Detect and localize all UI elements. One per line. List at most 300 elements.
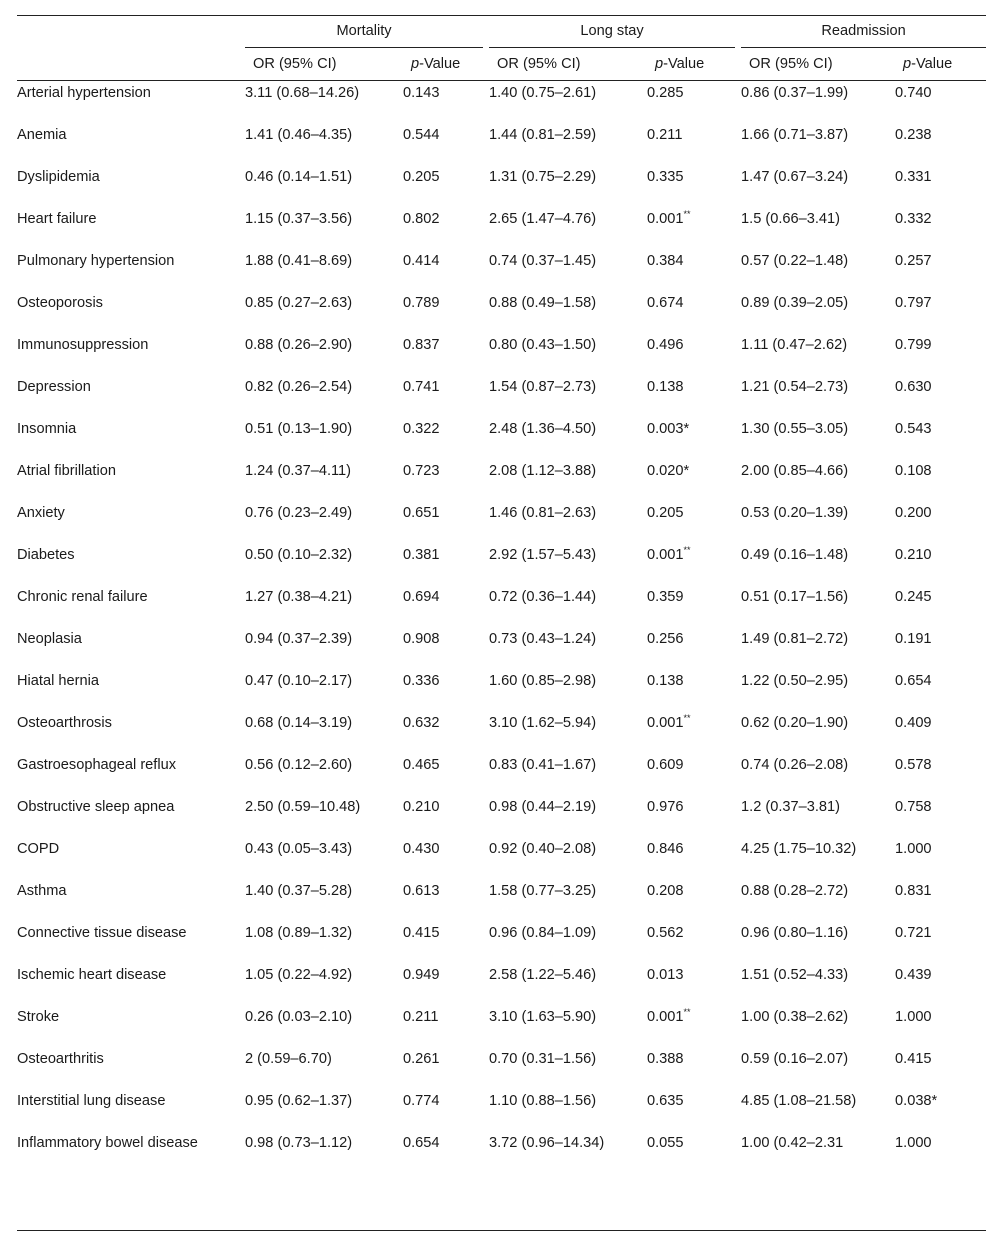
long-stay-p-value-text: 0.205: [647, 505, 684, 521]
row-label-text: Pulmonary hypertension: [17, 253, 175, 269]
readmission-p-value-text: 0.543: [895, 421, 932, 437]
row-label: [17, 755, 245, 797]
mortality-or-text: 2 (0.59–6.70): [245, 1051, 332, 1067]
mortality-or: [245, 797, 403, 839]
table-row: [17, 293, 986, 335]
mortality-p-value: [403, 419, 483, 461]
row-label-text: Chronic renal failure: [17, 589, 148, 605]
long-stay-p-value: [647, 167, 735, 209]
row-label: [17, 629, 245, 671]
row-label-text: Anxiety: [17, 505, 65, 521]
mortality-p-value-text: 0.949: [403, 967, 440, 983]
mortality-or: [245, 923, 403, 965]
readmission-or-text: 1.5 (0.66–3.41): [741, 211, 841, 227]
row-label-text: Heart failure: [17, 211, 97, 227]
readmission-or: [741, 1133, 895, 1175]
mortality-or: [245, 839, 403, 881]
mortality-or: [245, 1133, 403, 1175]
long-stay-or: [489, 587, 647, 629]
long-stay-p-value-text: 0.138: [647, 379, 684, 395]
readmission-or-text: 0.96 (0.80–1.16): [741, 925, 849, 941]
readmission-p-value-text: 0.721: [895, 925, 932, 941]
readmission-or: [741, 1091, 895, 1133]
long-stay-p-value: [647, 461, 735, 503]
long-stay-or: [489, 167, 647, 209]
readmission-p-value: [895, 377, 986, 419]
long-stay-or: [489, 335, 647, 377]
row-label: [17, 1091, 245, 1133]
group-header-mortality: Mortality: [245, 15, 483, 48]
long-stay-p-value: [647, 881, 735, 923]
long-stay-or-text: 3.72 (0.96–14.34): [489, 1135, 605, 1151]
row-label: [17, 461, 245, 503]
row-label: [17, 419, 245, 461]
readmission-p-value: [895, 671, 986, 713]
mortality-p-value: [403, 125, 483, 167]
long-stay-p-value-text: 0.388: [647, 1051, 684, 1067]
mortality-p-value-text: 0.651: [403, 505, 440, 521]
table-row: [17, 545, 986, 587]
readmission-p-value: [895, 167, 986, 209]
mortality-p-value: [403, 755, 483, 797]
row-label: [17, 923, 245, 965]
mortality-or: [245, 167, 403, 209]
row-label-text: Gastroesophageal reflux: [17, 757, 177, 773]
long-stay-p-value-text: 0.211: [647, 127, 683, 143]
long-stay-p-value-text: 0.055: [647, 1135, 684, 1151]
mortality-or-text: 3.11 (0.68–14.26): [245, 85, 360, 101]
mortality-p-value: [403, 1091, 483, 1133]
long-stay-or: [489, 755, 647, 797]
long-stay-p-value-text: 0.138: [647, 673, 684, 689]
readmission-p-value-text: 0.758: [895, 799, 932, 815]
significance-marker: **: [683, 545, 691, 555]
long-stay-or-text: 0.80 (0.43–1.50): [489, 337, 597, 353]
mortality-p-value-text: 0.210: [403, 799, 440, 815]
mortality-or: [245, 1091, 403, 1133]
mortality-or-text: 1.88 (0.41–8.69): [245, 253, 353, 269]
row-label-text: Stroke: [17, 1009, 60, 1025]
readmission-p-value: [895, 293, 986, 335]
row-label: [17, 797, 245, 839]
readmission-p-value: [895, 209, 986, 251]
readmission-p-value-text: 0.578: [895, 757, 932, 773]
mortality-p-value: [403, 1049, 483, 1091]
row-label: [17, 671, 245, 713]
long-stay-p-value-text: 0.674: [647, 295, 684, 311]
readmission-or-text: 0.86 (0.37–1.99): [741, 85, 849, 101]
mortality-p-value-text: 0.261: [403, 1051, 440, 1067]
group-header-long-stay: Long stay: [489, 15, 735, 48]
mortality-p-value-text: 0.908: [403, 631, 440, 647]
mortality-or: [245, 503, 403, 545]
row-label-text: Immunosuppression: [17, 337, 149, 353]
row-label-text: Obstructive sleep apnea: [17, 799, 175, 815]
mortality-or: [245, 377, 403, 419]
row-label-text: Insomnia: [17, 421, 77, 437]
long-stay-or-text: 1.31 (0.75–2.29): [489, 169, 597, 185]
long-stay-or-text: 1.44 (0.81–2.59): [489, 127, 597, 143]
mortality-p-value-text: 0.211: [403, 1009, 439, 1025]
readmission-p-value-text: 0.799: [895, 337, 932, 353]
mortality-or: [245, 881, 403, 923]
readmission-or-text: 1.00 (0.38–2.62): [741, 1009, 849, 1025]
mortality-or-text: 0.68 (0.14–3.19): [245, 715, 353, 731]
row-label: [17, 839, 245, 881]
significance-marker: **: [683, 713, 691, 723]
long-stay-p-value-text: 0.003*: [647, 421, 690, 437]
long-stay-or: [489, 503, 647, 545]
readmission-or-text: 1.00 (0.42–2.31: [741, 1135, 844, 1151]
table-row: [17, 167, 986, 209]
readmission-p-value: [895, 713, 986, 755]
mortality-p-value-text: 0.741: [403, 379, 440, 395]
mortality-or-text: 0.95 (0.62–1.37): [245, 1093, 353, 1109]
mortality-p-value: [403, 1007, 483, 1049]
readmission-or-text: 4.85 (1.08–21.58): [741, 1093, 857, 1109]
mortality-p-value: [403, 713, 483, 755]
row-label-text: Connective tissue disease: [17, 925, 187, 941]
readmission-p-value-text: 0.409: [895, 715, 932, 731]
readmission-p-value-text: 0.191: [895, 631, 932, 647]
table-row: [17, 839, 986, 881]
readmission-p-value: [895, 1049, 986, 1091]
readmission-p-value: [895, 1007, 986, 1049]
table-body: [17, 81, 986, 1176]
table-row: [17, 1049, 986, 1091]
mortality-p-value-text: 0.465: [403, 757, 440, 773]
long-stay-p-value: [647, 629, 735, 671]
long-stay-p-value-text: 0.001: [647, 547, 684, 563]
mortality-or-text: 0.85 (0.27–2.63): [245, 295, 353, 311]
mortality-p-value: [403, 377, 483, 419]
row-label: [17, 209, 245, 251]
long-stay-p-value: [647, 81, 735, 126]
mortality-or: [245, 587, 403, 629]
table-row: [17, 1133, 986, 1175]
long-stay-or: [489, 545, 647, 587]
readmission-or: [741, 671, 895, 713]
long-stay-p-value: [647, 713, 735, 755]
readmission-or-text: 1.22 (0.50–2.95): [741, 673, 849, 689]
readmission-p-value-text: 0.257: [895, 253, 932, 269]
mortality-or-text: 1.27 (0.38–4.21): [245, 589, 353, 605]
row-label: [17, 587, 245, 629]
readmission-p-value: [895, 1133, 986, 1175]
long-stay-p-value: [647, 755, 735, 797]
long-stay-p-value: [647, 671, 735, 713]
p-rest: -Value: [663, 55, 705, 72]
readmission-p-value: [895, 251, 986, 293]
readmission-or: [741, 251, 895, 293]
col-header-p-value: [647, 48, 735, 81]
table-bottom-rule: [17, 1230, 986, 1231]
readmission-p-value-text: 0.245: [895, 589, 932, 605]
readmission-p-value: [895, 1091, 986, 1133]
col-header-or: OR (95% CI): [245, 48, 403, 81]
mortality-or-text: 0.43 (0.05–3.43): [245, 841, 353, 857]
readmission-or-text: 1.21 (0.54–2.73): [741, 379, 849, 395]
mortality-or: [245, 335, 403, 377]
readmission-or: [741, 587, 895, 629]
readmission-or: [741, 965, 895, 1007]
readmission-or-text: 1.30 (0.55–3.05): [741, 421, 849, 437]
readmission-p-value-text: 0.740: [895, 85, 932, 101]
long-stay-or: [489, 1133, 647, 1175]
long-stay-p-value-text: 0.384: [647, 253, 684, 269]
long-stay-or-text: 2.08 (1.12–3.88): [489, 463, 597, 479]
mortality-p-value-text: 0.415: [403, 925, 440, 941]
mortality-or: [245, 1049, 403, 1091]
readmission-p-value-text: 1.000: [895, 841, 932, 857]
long-stay-or-text: 0.70 (0.31–1.56): [489, 1051, 597, 1067]
long-stay-p-value-text: 0.846: [647, 841, 684, 857]
long-stay-p-value: [647, 419, 735, 461]
long-stay-or-text: 3.10 (1.62–5.94): [489, 715, 597, 731]
long-stay-p-value: [647, 125, 735, 167]
mortality-p-value-text: 0.654: [403, 1135, 440, 1151]
long-stay-or-text: 3.10 (1.63–5.90): [489, 1009, 597, 1025]
long-stay-or-text: 1.10 (0.88–1.56): [489, 1093, 597, 1109]
readmission-or-text: 0.49 (0.16–1.48): [741, 547, 849, 563]
table-row: [17, 125, 986, 167]
long-stay-p-value-text: 0.001: [647, 211, 684, 227]
row-label-text: Depression: [17, 379, 91, 395]
long-stay-p-value: [647, 1007, 735, 1049]
row-label: [17, 1007, 245, 1049]
mortality-p-value: [403, 671, 483, 713]
mortality-p-value: [403, 881, 483, 923]
mortality-p-value-text: 0.802: [403, 211, 440, 227]
readmission-or-text: 0.89 (0.39–2.05): [741, 295, 849, 311]
readmission-or: [741, 923, 895, 965]
header-empty: [17, 15, 245, 48]
mortality-or-text: 2.50 (0.59–10.48): [245, 799, 361, 815]
long-stay-p-value-text: 0.359: [647, 589, 684, 605]
row-label: [17, 335, 245, 377]
row-label: [17, 713, 245, 755]
row-label: [17, 881, 245, 923]
long-stay-or-text: 1.54 (0.87–2.73): [489, 379, 597, 395]
mortality-or-text: 0.82 (0.26–2.54): [245, 379, 353, 395]
significance-marker: **: [683, 209, 691, 219]
readmission-or: [741, 503, 895, 545]
row-label-text: COPD: [17, 841, 60, 857]
long-stay-p-value: [647, 293, 735, 335]
mortality-p-value: [403, 839, 483, 881]
readmission-p-value: [895, 629, 986, 671]
long-stay-p-value-text: 0.335: [647, 169, 684, 185]
table-row: [17, 755, 986, 797]
long-stay-or-text: 0.83 (0.41–1.67): [489, 757, 597, 773]
mortality-p-value: [403, 587, 483, 629]
long-stay-or-text: 2.48 (1.36–4.50): [489, 421, 597, 437]
readmission-or: [741, 335, 895, 377]
readmission-or: [741, 797, 895, 839]
long-stay-or: [489, 293, 647, 335]
mortality-or: [245, 209, 403, 251]
long-stay-or-text: 2.58 (1.22–5.46): [489, 967, 597, 983]
row-label-text: Osteoarthritis: [17, 1051, 104, 1067]
mortality-or-text: 0.46 (0.14–1.51): [245, 169, 353, 185]
readmission-or: [741, 81, 895, 126]
row-label-text: Dyslipidemia: [17, 169, 100, 185]
readmission-p-value-text: 0.831: [895, 883, 932, 899]
mortality-p-value-text: 0.544: [403, 127, 440, 143]
long-stay-or: [489, 923, 647, 965]
col-header-p-value: [895, 48, 986, 81]
row-label: [17, 377, 245, 419]
readmission-or: [741, 293, 895, 335]
mortality-or-text: 1.05 (0.22–4.92): [245, 967, 353, 983]
readmission-p-value: [895, 461, 986, 503]
long-stay-or: [489, 965, 647, 1007]
long-stay-or: [489, 1049, 647, 1091]
row-label: [17, 1049, 245, 1091]
readmission-p-value: [895, 797, 986, 839]
readmission-or: [741, 461, 895, 503]
mortality-p-value: [403, 545, 483, 587]
long-stay-p-value-text: 0.001: [647, 1009, 684, 1025]
long-stay-or: [489, 839, 647, 881]
long-stay-or-text: 0.74 (0.37–1.45): [489, 253, 597, 269]
readmission-p-value-text: 0.630: [895, 379, 932, 395]
mortality-or: [245, 251, 403, 293]
long-stay-or: [489, 1007, 647, 1049]
mortality-or-text: 0.76 (0.23–2.49): [245, 505, 353, 521]
mortality-or: [245, 965, 403, 1007]
long-stay-or: [489, 125, 647, 167]
mortality-p-value: [403, 461, 483, 503]
mortality-p-value-text: 0.336: [403, 673, 440, 689]
col-header-p-value: [403, 48, 483, 81]
long-stay-p-value: [647, 545, 735, 587]
readmission-or-text: 0.57 (0.22–1.48): [741, 253, 849, 269]
mortality-or-text: 1.41 (0.46–4.35): [245, 127, 353, 143]
readmission-or: [741, 545, 895, 587]
readmission-or: [741, 209, 895, 251]
mortality-or: [245, 81, 403, 126]
readmission-or-text: 4.25 (1.75–10.32): [741, 841, 857, 857]
mortality-or-text: 0.56 (0.12–2.60): [245, 757, 353, 773]
mortality-or-text: 1.08 (0.89–1.32): [245, 925, 353, 941]
long-stay-p-value: [647, 965, 735, 1007]
readmission-p-value: [895, 125, 986, 167]
mortality-or: [245, 755, 403, 797]
readmission-p-value-text: 0.210: [895, 547, 932, 563]
mortality-p-value: [403, 293, 483, 335]
long-stay-or: [489, 881, 647, 923]
row-label: [17, 1133, 245, 1175]
readmission-p-value-text: 0.439: [895, 967, 932, 983]
readmission-or-text: 1.66 (0.71–3.87): [741, 127, 849, 143]
readmission-or: [741, 755, 895, 797]
long-stay-p-value-text: 0.001: [647, 715, 684, 731]
readmission-p-value: [895, 587, 986, 629]
table-row: [17, 377, 986, 419]
mortality-or: [245, 545, 403, 587]
readmission-p-value-text: 0.654: [895, 673, 932, 689]
row-label: [17, 545, 245, 587]
mortality-or: [245, 419, 403, 461]
row-label-text: Asthma: [17, 883, 67, 899]
mortality-p-value-text: 0.789: [403, 295, 440, 311]
mortality-p-value-text: 0.414: [403, 253, 440, 269]
col-header-or: OR (95% CI): [741, 48, 895, 81]
long-stay-p-value: [647, 335, 735, 377]
long-stay-p-value-text: 0.256: [647, 631, 684, 647]
long-stay-or-text: 1.40 (0.75–2.61): [489, 85, 597, 101]
table-row: [17, 1007, 986, 1049]
row-label: [17, 81, 245, 126]
readmission-or-text: 0.59 (0.16–2.07): [741, 1051, 849, 1067]
sub-header-empty: [17, 48, 245, 81]
long-stay-p-value-text: 0.976: [647, 799, 684, 815]
mortality-or: [245, 1007, 403, 1049]
readmission-p-value-text: 0.108: [895, 463, 932, 479]
long-stay-p-value: [647, 1133, 735, 1175]
mortality-or-text: 0.51 (0.13–1.90): [245, 421, 353, 437]
readmission-p-value: [895, 81, 986, 126]
long-stay-or-text: 2.65 (1.47–4.76): [489, 211, 597, 227]
long-stay-p-value: [647, 1049, 735, 1091]
table-row: [17, 461, 986, 503]
readmission-p-value-text: 1.000: [895, 1009, 932, 1025]
mortality-or-text: 0.94 (0.37–2.39): [245, 631, 353, 647]
long-stay-p-value: [647, 503, 735, 545]
mortality-or-text: 1.24 (0.37–4.11): [245, 463, 352, 479]
long-stay-p-value: [647, 377, 735, 419]
p-rest: -Value: [911, 55, 953, 72]
mortality-p-value: [403, 167, 483, 209]
readmission-or: [741, 881, 895, 923]
mortality-or-text: 0.50 (0.10–2.32): [245, 547, 353, 563]
row-label-text: Hiatal hernia: [17, 673, 99, 689]
long-stay-or-text: 0.98 (0.44–2.19): [489, 799, 597, 815]
long-stay-p-value: [647, 1091, 735, 1133]
row-label-text: Osteoarthrosis: [17, 715, 112, 731]
long-stay-or-text: 0.72 (0.36–1.44): [489, 589, 597, 605]
table-row: [17, 419, 986, 461]
row-label-text: Osteoporosis: [17, 295, 103, 311]
row-label: [17, 965, 245, 1007]
readmission-or: [741, 629, 895, 671]
long-stay-or: [489, 461, 647, 503]
long-stay-p-value-text: 0.208: [647, 883, 684, 899]
readmission-or: [741, 167, 895, 209]
long-stay-p-value: [647, 839, 735, 881]
row-label: [17, 251, 245, 293]
readmission-p-value: [895, 419, 986, 461]
mortality-p-value-text: 0.205: [403, 169, 440, 185]
long-stay-or: [489, 419, 647, 461]
row-label-text: Anemia: [17, 127, 67, 143]
row-label-text: Atrial fibrillation: [17, 463, 116, 479]
table-row: [17, 81, 986, 126]
mortality-or-text: 0.47 (0.10–2.17): [245, 673, 353, 689]
readmission-p-value: [895, 965, 986, 1007]
readmission-or: [741, 125, 895, 167]
readmission-or-text: 2.00 (0.85–4.66): [741, 463, 849, 479]
long-stay-p-value-text: 0.013: [647, 967, 684, 983]
long-stay-or: [489, 629, 647, 671]
row-label: [17, 125, 245, 167]
row-label-text: Arterial hypertension: [17, 85, 151, 101]
row-label-text: Inflammatory bowel disease: [17, 1135, 198, 1151]
mortality-p-value: [403, 1133, 483, 1175]
long-stay-or-text: 1.60 (0.85–2.98): [489, 673, 597, 689]
long-stay-p-value-text: 0.285: [647, 85, 684, 101]
